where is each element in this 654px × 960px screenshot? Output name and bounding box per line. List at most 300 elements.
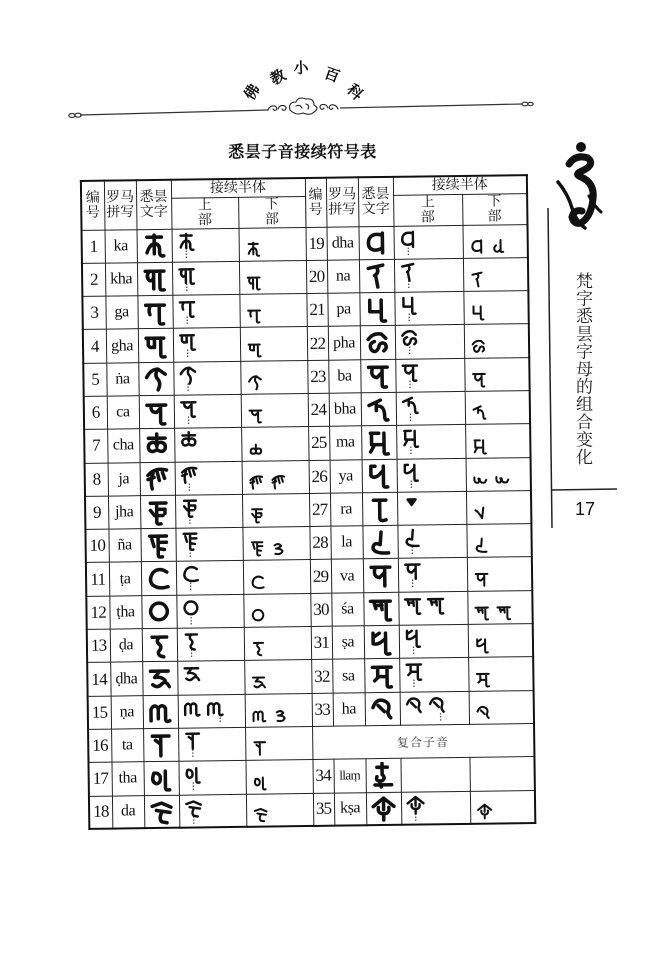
row-number: 24 xyxy=(308,393,329,427)
lower-half-form xyxy=(463,257,528,291)
siddham-letter xyxy=(360,359,395,393)
row-number: 25 xyxy=(308,426,329,460)
siddham-lower-form-icon xyxy=(247,473,264,490)
siddham-lower-form-icon xyxy=(245,274,262,291)
upper-half-form xyxy=(172,261,239,295)
romanization: kṣa xyxy=(334,792,366,826)
upper-half-form xyxy=(397,525,466,559)
siddham-upper-form-icon xyxy=(403,628,422,655)
romanization: ḍa xyxy=(110,629,142,663)
upper-half-form xyxy=(397,458,466,492)
siddham-lower-form-icon xyxy=(473,604,490,621)
row-number: 10 xyxy=(85,529,108,563)
upper-half-form xyxy=(174,394,241,428)
row-number: 23 xyxy=(307,360,328,394)
table-row xyxy=(89,790,535,829)
siddham-upper-form-icon xyxy=(183,764,202,791)
siddham-letter-icon xyxy=(144,432,169,459)
siddham-upper-form-icon xyxy=(400,361,419,388)
header-joining-half-forms: 接续半体 xyxy=(393,175,527,195)
siddham-letter-icon xyxy=(370,695,395,722)
table-container xyxy=(80,174,534,822)
row-number: 13 xyxy=(87,629,110,663)
siddham-letter xyxy=(137,262,172,296)
romanization: llaṃ xyxy=(333,759,365,793)
header-upper: 上部 xyxy=(393,194,462,226)
siddham-lower-form-icon xyxy=(269,473,286,490)
romanization: va xyxy=(331,559,363,593)
siddham-lower-form-icon xyxy=(245,307,262,324)
row-number: 5 xyxy=(83,363,106,397)
romanization: ḍha xyxy=(110,662,142,696)
siddham-lower-form-icon xyxy=(473,570,490,587)
header-romanization: 罗马拼写 xyxy=(326,177,359,226)
romanization: da xyxy=(112,795,144,829)
header-lower: 下部 xyxy=(462,193,527,225)
siddham-letter-icon xyxy=(367,495,392,522)
siddham-letter-icon xyxy=(365,329,390,356)
siddham-letter xyxy=(361,392,396,426)
romanization: kha xyxy=(105,263,137,297)
siddham-letter-icon xyxy=(365,362,390,389)
siddham-letter-icon xyxy=(364,229,389,256)
upper-half-form xyxy=(398,558,467,592)
chapter-title-vertical: 梵字悉昙字母的组合变化 xyxy=(572,272,592,466)
siddham-letter-icon xyxy=(367,529,392,556)
siddham-letter xyxy=(139,429,174,463)
upper-half-form xyxy=(176,594,243,628)
siddham-upper-form-icon xyxy=(180,497,199,524)
siddham-lower-form-icon xyxy=(469,304,486,321)
siddham-letter xyxy=(361,426,396,460)
romanization: ma xyxy=(329,426,361,460)
siddham-letter xyxy=(142,628,177,662)
siddham-lower-form-icon xyxy=(468,237,485,254)
lower-half-form-empty xyxy=(469,757,534,791)
siddham-lower-form-icon xyxy=(248,507,265,524)
lower-half-form xyxy=(246,793,313,827)
siddham-letter-icon xyxy=(145,498,170,525)
lower-half-form xyxy=(245,693,312,727)
siddham-upper-form-icon xyxy=(403,594,422,621)
upper-half-form xyxy=(178,761,245,795)
compound-consonants-section-label: 复合子音 xyxy=(312,724,534,760)
lower-half-form xyxy=(239,227,306,261)
siddham-upper-form-icon xyxy=(404,694,423,721)
siddham-letter xyxy=(138,362,173,396)
row-number: 30 xyxy=(310,593,331,627)
siddham-lower-form-icon xyxy=(471,437,488,454)
row-number: 20 xyxy=(306,260,327,294)
siddham-lower-form-icon xyxy=(270,540,287,557)
siddham-letter xyxy=(364,625,399,659)
upper-half-form xyxy=(172,228,239,262)
header-rule xyxy=(69,102,533,117)
romanization: gha xyxy=(106,329,138,363)
siddham-letter-icon xyxy=(368,562,393,589)
lower-half-form xyxy=(462,224,527,258)
row-number: 3 xyxy=(82,296,105,330)
siddham-letter xyxy=(137,229,172,263)
romanization: śa xyxy=(331,593,363,627)
siddham-lower-form-icon xyxy=(476,803,493,820)
siddham-letter-icon xyxy=(148,698,173,725)
series-title-char: 教 xyxy=(267,65,289,89)
lower-half-form xyxy=(467,557,532,591)
row-number: 7 xyxy=(84,429,107,463)
row-number: 14 xyxy=(87,662,110,696)
siddham-upper-form-icon xyxy=(405,794,424,821)
siddham-upper-form-icon xyxy=(179,431,198,458)
romanization: jha xyxy=(108,496,140,530)
upper-half-form xyxy=(401,791,470,825)
row-number: 8 xyxy=(85,463,108,497)
siddham-upper-form-icon xyxy=(176,264,195,291)
siddham-lower-form-icon xyxy=(473,637,490,654)
row-number: 29 xyxy=(310,560,331,594)
header-number: 编号 xyxy=(305,178,327,227)
lower-half-form xyxy=(469,690,534,724)
siddham-letter-icon xyxy=(147,665,172,692)
siddham-upper-form-icon xyxy=(398,228,417,255)
romanization: ya xyxy=(330,459,362,493)
siddham-lower-form-icon xyxy=(272,706,289,723)
romanization: ta xyxy=(111,729,143,763)
cloud-ornament-icon xyxy=(268,98,338,114)
siddham-letter xyxy=(141,595,176,629)
lower-half-form xyxy=(241,427,308,461)
row-number: 2 xyxy=(82,263,105,297)
siddham-upper-form-icon xyxy=(180,531,199,558)
siddham-letter-icon xyxy=(368,595,393,622)
upper-half-form xyxy=(178,694,245,728)
lower-half-form xyxy=(242,527,309,561)
siddham-letter xyxy=(362,492,397,526)
siddham-letter xyxy=(364,659,399,693)
header-siddham: 悉昙文字 xyxy=(358,177,394,226)
siddham-letter-icon xyxy=(145,465,170,492)
siddham-lower-form-icon xyxy=(247,440,264,457)
siddham-letter-icon xyxy=(143,332,168,359)
lower-half-form xyxy=(240,360,307,394)
siddham-upper-form-icon xyxy=(183,797,202,824)
siddham-lower-form-icon xyxy=(472,504,489,521)
lower-half-form xyxy=(244,627,311,661)
siddham-letter-icon xyxy=(142,265,167,292)
siddham-lower-form-icon xyxy=(469,337,486,354)
siddham-letter-icon xyxy=(366,429,391,456)
siddham-letter xyxy=(363,592,398,626)
header-romanization: 罗马拼写 xyxy=(104,180,137,229)
lower-half-form xyxy=(464,324,529,358)
row-number: 16 xyxy=(88,729,111,763)
row-number: 34 xyxy=(312,759,333,793)
upper-half-form xyxy=(395,325,464,359)
row-number: 19 xyxy=(305,227,326,261)
siddham-upper-form-icon xyxy=(402,561,421,588)
siddham-letter xyxy=(139,395,174,429)
lower-half-form xyxy=(239,294,306,328)
row-number: 27 xyxy=(309,493,330,527)
row-number: 17 xyxy=(88,762,111,796)
siddham-letter xyxy=(138,329,173,363)
lower-half-form xyxy=(466,490,531,524)
siddham-upper-form-icon xyxy=(404,661,423,688)
romanization: la xyxy=(330,526,362,560)
row-number: 32 xyxy=(311,660,332,694)
upper-half-form xyxy=(397,491,466,525)
romanization: dha xyxy=(326,226,358,260)
siddham-letter xyxy=(140,528,175,562)
siddham-lower-form-icon xyxy=(472,537,489,554)
siddham-lower-form-icon xyxy=(470,371,487,388)
siddham-upper-form-icon xyxy=(401,428,420,455)
upper-half-form xyxy=(399,624,468,658)
siddham-letter xyxy=(366,792,401,826)
siddham-upper-form-icon xyxy=(401,461,420,488)
row-number: 33 xyxy=(312,693,333,727)
siddham-upper-form-icon xyxy=(182,697,201,724)
header-number: 编号 xyxy=(81,181,105,230)
siddham-letter-icon xyxy=(147,631,172,658)
lower-half-form xyxy=(465,391,530,425)
romanization: cha xyxy=(107,429,139,463)
siddham-letter-icon xyxy=(369,629,394,656)
row-number: 18 xyxy=(89,796,112,830)
lower-half-form xyxy=(242,493,309,527)
lower-half-form xyxy=(464,357,529,391)
siddham-lower-form-icon xyxy=(249,640,266,657)
siddham-upper-form-icon xyxy=(178,397,197,424)
romanization: ṇa xyxy=(111,695,143,729)
siddham-lower-form-icon xyxy=(246,407,263,424)
siddham-upper-form-icon xyxy=(180,564,199,591)
romanization: sa xyxy=(332,659,364,693)
siddham-upper-form-icon xyxy=(400,395,419,422)
siddham-lower-form-icon xyxy=(246,374,263,391)
siddham-lower-form-icon xyxy=(490,237,507,254)
siddham-lower-form-icon xyxy=(471,471,488,488)
siddham-letter-icon xyxy=(145,532,170,559)
siddham-lower-form-icon xyxy=(249,607,266,624)
siddham-letter xyxy=(359,292,394,326)
upper-half-form xyxy=(395,358,464,392)
siddham-lower-form-icon xyxy=(250,706,267,723)
series-title-char: 佛 xyxy=(240,80,264,104)
siddham-letter xyxy=(143,728,178,762)
siddham-letter xyxy=(143,761,178,795)
lower-half-form xyxy=(467,590,532,624)
siddham-emblem-icon xyxy=(558,142,601,228)
lower-half-form xyxy=(239,260,306,294)
siddham-letter xyxy=(362,525,397,559)
siddham-lower-form-icon xyxy=(248,540,265,557)
upper-half-form xyxy=(398,591,467,625)
siddham-lower-form-icon xyxy=(251,773,268,790)
row-number: 31 xyxy=(311,626,332,660)
sidebar-horizontal-rule xyxy=(551,489,617,490)
siddham-upper-form-icon xyxy=(177,331,196,358)
upper-half-form xyxy=(399,658,468,692)
upper-half-form xyxy=(175,461,242,495)
row-number: 15 xyxy=(88,696,111,730)
siddham-lower-form-icon xyxy=(493,470,510,487)
lower-half-form xyxy=(240,327,307,361)
siddham-lower-form-icon xyxy=(245,340,262,357)
siddham-letter xyxy=(143,695,178,729)
romanization: ba xyxy=(328,359,360,393)
siddham-letter xyxy=(144,795,179,829)
siddham-lower-form-icon xyxy=(252,806,269,823)
siddham-letter-icon xyxy=(366,396,391,423)
lower-half-form xyxy=(468,624,533,658)
row-number: 9 xyxy=(85,496,108,530)
lower-half-form xyxy=(242,460,309,494)
series-title-char: 百 xyxy=(321,63,343,87)
upper-half-form xyxy=(400,691,469,725)
siddham-upper-form-icon xyxy=(181,597,200,624)
series-title-char: 科 xyxy=(343,80,367,104)
romanization: ha xyxy=(333,692,365,726)
row-number: 22 xyxy=(307,327,328,361)
upper-half-form xyxy=(177,627,244,661)
upper-half-form xyxy=(394,292,463,326)
siddham-letter xyxy=(365,692,400,726)
upper-half-form xyxy=(174,428,241,462)
siddham-upper-form-icon xyxy=(402,528,421,555)
row-number: 6 xyxy=(84,396,107,430)
siddham-lower-form-icon xyxy=(251,740,268,757)
sidebar-vertical-rule xyxy=(548,208,552,528)
lower-half-form xyxy=(470,790,535,824)
header-lower: 下部 xyxy=(238,196,305,228)
siddham-upper-form-icon xyxy=(399,295,418,322)
siddham-letter xyxy=(363,559,398,593)
romanization: ja xyxy=(108,462,140,496)
romanization: ṣa xyxy=(332,626,364,660)
table-title: 悉昙子音接续符号表 xyxy=(228,142,377,161)
siddham-lower-form-icon xyxy=(249,573,266,590)
siddham-letter-icon xyxy=(148,731,173,758)
siddham-letter-icon xyxy=(369,662,394,689)
siddham-letter xyxy=(362,459,397,493)
romanization: ga xyxy=(105,296,137,330)
upper-half-form xyxy=(396,391,465,425)
upper-half-form xyxy=(393,225,462,259)
romanization: ca xyxy=(107,396,139,430)
romanization: ṭha xyxy=(109,595,141,629)
siddham-letter xyxy=(360,326,395,360)
siddham-upper-form-icon xyxy=(426,594,445,621)
lower-half-form xyxy=(466,457,531,491)
romanization: ra xyxy=(330,493,362,527)
siddham-letter-icon xyxy=(142,232,167,259)
row-number: 12 xyxy=(86,596,109,630)
romanization: pa xyxy=(327,293,359,327)
upper-half-form xyxy=(396,425,465,459)
siddham-upper-form-icon xyxy=(398,261,417,288)
siddham-lower-form-icon xyxy=(470,404,487,421)
upper-half-form xyxy=(175,528,242,562)
romanization: ña xyxy=(108,529,140,563)
siddham-upper-form-icon xyxy=(205,697,224,724)
upper-half-form xyxy=(179,794,246,828)
siddham-lower-form-icon xyxy=(469,271,486,288)
romanization: tha xyxy=(111,762,143,796)
siddham-letter-icon xyxy=(371,762,396,789)
siddham-letter xyxy=(140,495,175,529)
row-number: 1 xyxy=(82,230,105,264)
lower-half-form xyxy=(245,760,312,794)
consonant-joining-table xyxy=(80,174,536,830)
siddham-letter xyxy=(359,259,394,293)
siddham-letter-icon xyxy=(144,398,169,425)
siddham-letter-icon xyxy=(143,365,168,392)
romanization: ka xyxy=(105,229,137,263)
siddham-letter-icon xyxy=(142,299,167,326)
upper-half-form-empty xyxy=(400,758,469,792)
siddham-letter-icon xyxy=(146,598,171,625)
upper-half-form xyxy=(173,361,240,395)
romanization: ṭa xyxy=(109,562,141,596)
siddham-lower-form-icon xyxy=(474,704,491,721)
header-upper: 上部 xyxy=(171,197,238,229)
siddham-lower-form-icon xyxy=(474,670,491,687)
upper-half-form xyxy=(178,727,245,761)
siddham-upper-form-icon xyxy=(181,630,200,657)
lower-half-form xyxy=(463,291,528,325)
row-number: 35 xyxy=(313,793,334,827)
siddham-upper-form-icon xyxy=(399,328,418,355)
siddham-upper-form-icon xyxy=(427,694,446,721)
lower-half-form xyxy=(466,524,531,558)
lower-half-form xyxy=(241,393,308,427)
page-number: 17 xyxy=(574,499,596,519)
siddham-upper-form-icon xyxy=(179,464,198,491)
upper-half-form xyxy=(173,328,240,362)
upper-half-form xyxy=(175,494,242,528)
romanization: pha xyxy=(328,326,360,360)
siddham-letter-icon xyxy=(149,798,174,825)
upper-half-form xyxy=(176,561,243,595)
siddham-letter-icon xyxy=(146,565,171,592)
row-number: 11 xyxy=(86,563,109,597)
series-title-char: 小 xyxy=(293,58,309,78)
upper-half-form xyxy=(177,661,244,695)
siddham-upper-form-icon xyxy=(402,494,421,521)
romanization: ṅa xyxy=(106,362,138,396)
upper-half-form xyxy=(172,294,239,328)
siddham-upper-form-icon xyxy=(182,664,201,691)
siddham-lower-form-icon xyxy=(244,240,261,257)
row-number: 21 xyxy=(306,293,327,327)
siddham-upper-form-icon xyxy=(176,231,195,258)
siddham-letter xyxy=(358,226,393,260)
siddham-letter xyxy=(137,295,172,329)
lower-half-form xyxy=(468,657,533,691)
lower-half-form xyxy=(243,560,310,594)
siddham-upper-form-icon xyxy=(183,730,202,757)
siddham-letter xyxy=(141,562,176,596)
row-number: 26 xyxy=(309,460,330,494)
lower-half-form xyxy=(465,424,530,458)
siddham-letter-icon xyxy=(364,262,389,289)
romanization: bha xyxy=(329,393,361,427)
siddham-upper-form-icon xyxy=(177,298,196,325)
lower-half-form xyxy=(243,593,310,627)
siddham-letter-icon xyxy=(367,462,392,489)
siddham-letter xyxy=(140,462,175,496)
